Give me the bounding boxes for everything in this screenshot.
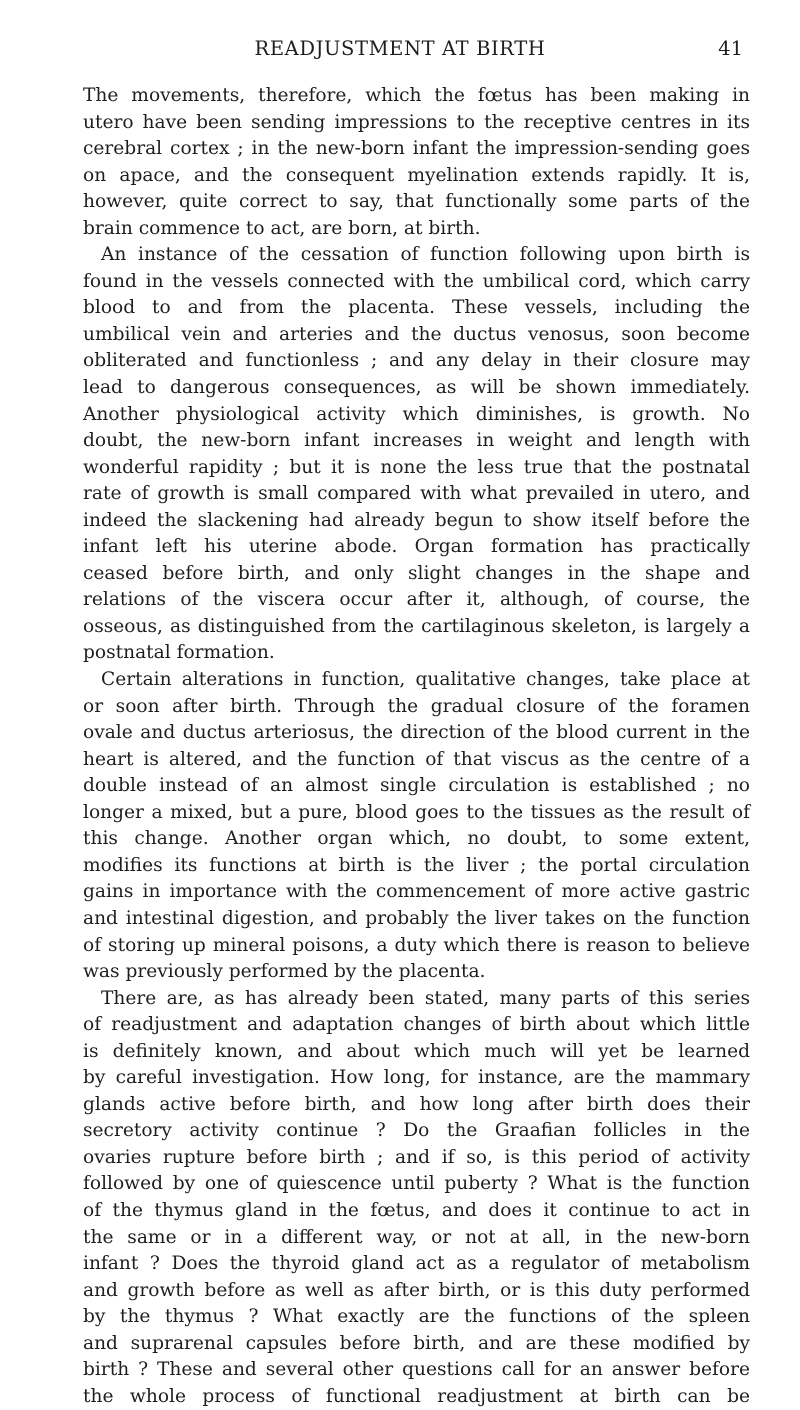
text-line: wonderful rapidity ; but it is none the less true that the postnatal	[83, 456, 750, 478]
paragraph	[83, 83, 750, 242]
text-line: or soon after birth. Through the gradual closure of the foramen	[83, 695, 750, 717]
text-line: indeed the slackening had already begun to show itself before the	[83, 509, 750, 531]
text-line: and suprarenal capsules before birth, and are these modified by	[83, 1332, 750, 1354]
text-line: was previously performed by the placenta.	[83, 961, 486, 983]
text-line: blood to and from the placenta. These vessels, including the	[83, 297, 750, 319]
text-line: postnatal formation.	[83, 642, 275, 664]
paragraph	[83, 242, 750, 667]
body-text	[83, 83, 750, 1410]
text-line: obliterated and functionless ; and any delay in their closure may	[83, 350, 750, 372]
text-line: ovale and ductus arteriosus, the direction of the blood current in the	[83, 722, 750, 744]
text-line: by the thymus ? What exactly are the functions of the spleen	[83, 1306, 750, 1328]
text-line: infant left his uterine abode. Organ formation has practically	[83, 536, 750, 558]
text-line: of storing up mineral poisons, a duty which there is reason to believe	[83, 934, 750, 956]
text-line: utero have been sending impressions to the receptive centres in its	[83, 111, 750, 133]
text-line: An instance of the cessation of function following upon birth is	[101, 244, 750, 266]
text-line: and intestinal digestion, and probably the liver takes on the function	[83, 907, 750, 929]
text-line: doubt, the new-born infant increases in weight and length with	[83, 430, 750, 452]
page-number: 41	[718, 37, 743, 60]
text-line: however, quite correct to say, that functionally some parts of the	[83, 191, 750, 213]
paragraph	[83, 986, 750, 1410]
text-line: modifies its functions at birth is the liver ; the portal circulation	[83, 854, 750, 876]
text-line: ceased before birth, and only slight changes in the shape and	[83, 562, 750, 584]
text-line: There are, as has already been stated, many parts of this series	[101, 987, 750, 1009]
text-line: infant ? Does the thyroid gland act as a regulator of metabolism	[83, 1253, 750, 1275]
text-line: the same or in a different way, or not at all, in the new-born	[83, 1226, 750, 1248]
text-line: gains in importance with the commencement of more active gastric	[83, 881, 750, 903]
text-line: the whole process of functional readjustment at birth can be	[83, 1385, 750, 1407]
text-line: Certain alterations in function, qualitative changes, take place at	[101, 669, 750, 691]
text-line: of the thymus gland in the fœtus, and does it continue to act in	[83, 1199, 750, 1221]
text-line: The movements, therefore, which the fœtus has been making in	[83, 85, 750, 106]
text-line: followed by one of quiescence until puberty ? What is the function	[83, 1173, 750, 1195]
text-line: brain commence to act, are born, at birth.	[83, 217, 481, 239]
text-line: is definitely known, and about which much will yet be learned	[83, 1040, 750, 1062]
paragraph	[83, 667, 750, 986]
text-line: glands active before birth, and how long after birth does their	[83, 1093, 750, 1115]
text-line: heart is altered, and the function of that viscus as the centre of a	[83, 748, 750, 770]
text-line: Another physiological activity which diminishes, is growth. No	[83, 403, 750, 425]
text-line: by careful investigation. How long, for instance, are the mammary	[83, 1067, 750, 1089]
text-line: this change. Another organ which, no doubt, to some extent,	[83, 828, 750, 850]
text-line: double instead of an almost single circulation is established ; no	[83, 775, 750, 797]
page-header	[0, 34, 800, 64]
text-line: of readjustment and adaptation changes of birth about which little	[83, 1014, 750, 1036]
text-line: ovaries rupture before birth ; and if so, is this period of activity	[83, 1146, 750, 1168]
text-line: umbilical vein and arteries and the ductus venosus, soon become	[83, 323, 750, 345]
text-line: osseous, as distinguished from the cartilaginous skeleton, is largely a	[83, 615, 750, 637]
text-line: relations of the viscera occur after it, although, of course, the	[83, 589, 750, 611]
text-line: on apace, and the consequent myelination extends rapidly. It is,	[83, 164, 750, 186]
text-line: found in the vessels connected with the umbilical cord, which carry	[83, 270, 750, 292]
text-line: rate of growth is small compared with what prevailed in utero, and	[83, 483, 750, 505]
running-head: READJUSTMENT AT BIRTH	[254, 37, 546, 60]
text-line: and growth before as well as after birth, or is this duty performed	[83, 1279, 750, 1301]
text-line: cerebral cortex ; in the new-born infant the impression-sending goes	[83, 138, 750, 160]
text-line: secretory activity continue ? Do the Graafian follicles in the	[83, 1120, 750, 1142]
text-line: longer a mixed, but a pure, blood goes to the tissues as the result of	[83, 801, 750, 823]
text-line: birth ? These and several other questions call for an answer before	[83, 1359, 750, 1381]
text-line: lead to dangerous consequences, as will be shown immediately.	[83, 377, 750, 399]
